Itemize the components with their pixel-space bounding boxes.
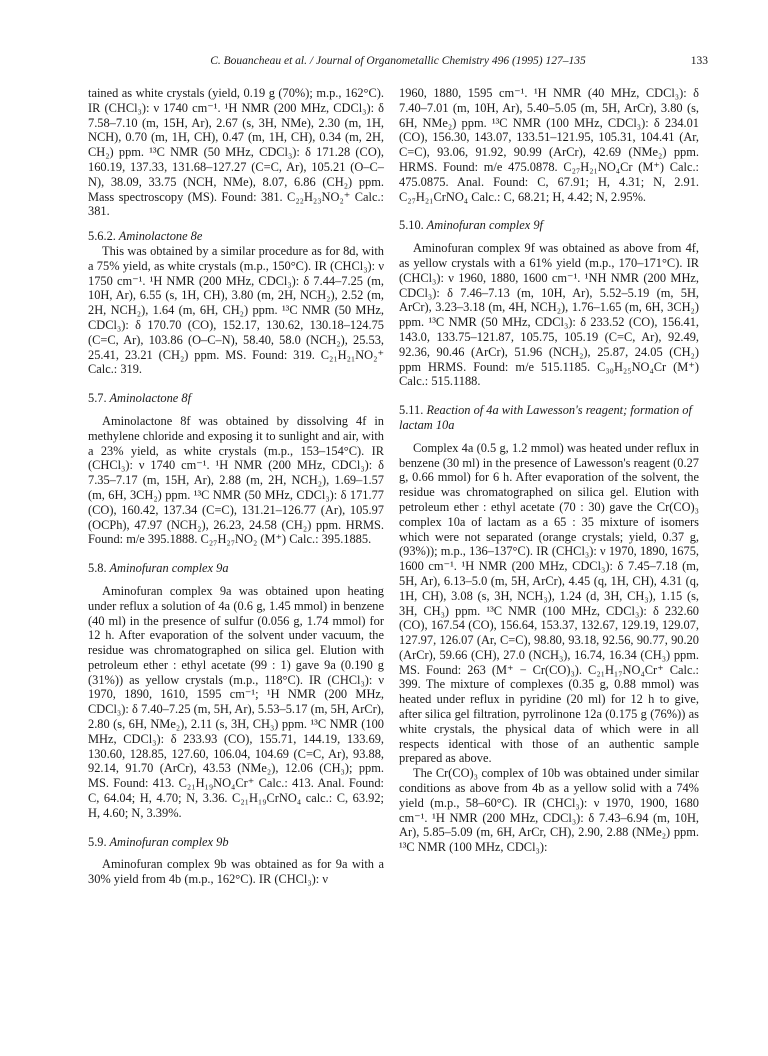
paragraph-8f: Aminolactone 8f was obtained by dissolving 4f in methylene chloride and exposing it to sunlight and air, with a 23% yield, as white crystals (m.p., 153–154°C). IR (CHCl₃): ν 1740 cm⁻¹. ¹H NMR (200 MHz, CDCl₃): δ 7.35–7.17 (m, 15H, Ar), 2.88 (m, 2H, NCH₂), 1.69–1.57 (m, 6H, 3CH₂) ppm. ¹³C NMR (50 MHz, CDCl₃): δ 171.77 (CO), 160.42, 137.34 (C=C), 131.21–126.77 (Ar), 105.97 (OCPh), 47.97 (NCH₂), 26.23, 24.58 (CH₂) ppm. HRMS. Found: m/e 395.1888. C₂₇H₂₇NO₂ (M⁺) Calc.: 395.1885. [88,413,384,547]
section-number: 5.6.2. [88,229,116,244]
left-column [88,86,384,887]
section-number: 5.9. [88,834,107,849]
section-number: 5.8. [88,561,107,576]
section-title: Aminofuran complex 9f [426,218,543,233]
section-heading-5-10 [399,218,699,233]
paragraph-9b-data: 1960, 1880, 1595 cm⁻¹. ¹H NMR (40 MHz, CDCl₃): δ 7.40–7.01 (m, 10H, Ar), 5.40–5.05 (m, 5H, ArCr), 3.80 (s, 6H, NMe₂) ppm. ¹³C NMR (100 MHz, CDCl₃): δ 234.01 (CO), 156.30, 143.07, 133.51–121.95, 105.31, 104.41 (Ar, C=C), 93.06, 91.92, 90.99 (ArCr), 42.69 (NMe₂) ppm. HRMS. Found: m/e 475.0878. C₂₇H₂₁NO₄Cr (M⁺) Calc.: 475.0875. Anal. Found: C, 67.91; H, 4.31; N, 2.91. C₂₇H₂₁CrNO₄ Calc.: C, 68.21; H, 4.42; N, 2.95%. [399,86,699,204]
paragraph-9f: Aminofuran complex 9f was obtained as above from 4f, as yellow crystals with a 61% yield (m.p., 170–171°C). IR (CHCl₃): ν 1960, 1880, 1600 cm⁻¹. ¹NH NMR (200 MHz, CDCl₃): δ 7.46–7.13 (m, 10H, Ar), 5.52–5.19 (m, 5H, ArCr), 3.23–3.18 (m, 4H, NCH₂), 1.76–1.65 (m, 6H, 3CH₂) ppm. ¹³C NMR (50 MHz, CDCl₃): δ 233.52 (CO), 156.41, 143.0, 133.75–121.87, 105.75, 105.19 (C=C, Ar), 92.49, 92.36, 90.46 (ArCr), 51.96 (NCH₂), 25.87, 24.05 (CH₂) ppm HRMS. Found: m/e 515.1185. C₃₀H₂₅NO₄Cr (M⁺) Calc.: 515.1188. [399,241,699,389]
paragraph-9b: Aminofuran complex 9b was obtained as for 9a with a 30% yield from 4b (m.p., 162°C). IR (CHCl₃): ν [88,857,384,887]
section-title: Aminofuran complex 9b [109,834,229,849]
paragraph-8e: This was obtained by a similar procedure as for 8d, with a 75% yield, as white crystals (m.p., 150°C). IR (CHCl₃): ν 1750 cm⁻¹. ¹H NMR (200 MHz, CDCl₃): δ 7.44–7.25 (m, 10H, Ar), 6.55 (s, 1H, CH), 3.80 (m, 2H, NCH₂), 2.52 (m, 2H, NCH₂), 1.64 (m, 6H, CH₂) ppm. ¹³C NMR (50 MHz, CDCl₃): δ 170.70 (CO), 152.17, 130.62, 130.18–124.75 (C=C, Ar), 103.86 (O–C–N), 58.40, 58.0 (NCH₂), 25.53, 25.41, 23.21 (CH₂) ppm. MS. Found: 319. C₂₁H₂₁NO₂⁺ Calc.: 319. [88,243,384,377]
paragraph-10a: Complex 4a (0.5 g, 1.2 mmol) was heated under reflux in benzene (30 ml) in the presence of Lawesson's reagent (0.27 g, 0.66 mmol) for 6 h. After evaporation of the solvent, the residue was chromatographed on silica gel. Elution with petroleum ether : ethyl acetate (70 : 30) gave the Cr(CO)₃ complex 10a of lactam as a 65 : 35 mixture of isomers which were not separated (orange crystals; yield, 0.37 g, (93%)); m.p., 136–137°C). IR (CHCl₃): ν 1970, 1890, 1675, 1600 cm⁻¹. ¹H NMR (200 MHz, CDCl₃): δ 7.45–7.18 (m, 5H, Ar), 6.13–5.0 (m, 5H, ArCr), 4.45 (q, 1H, CH), 4.31 (q, 1H, CH), 3.08 (s, 3H, NCH₃), 1.24 (d, 3H, CH₃), 1.15 (s, 3H, CH₃) ppm. ¹³C NMR (100 MHz, CDCl₃): δ 232.60 (CO), 167.54 (CO), 156.64, 153.37, 132.67, 129.19, 129.07, 127.97, 126.07 (Ar, C=C), 98.80, 93.18, 92.56, 90.77, 90.20 (ArCr), 59.66 (CH), 27.0 (NCH₃), 16.74, 16.34 (CH₃) ppm. MS. Found: 263 (M⁺ − Cr(CO)₃). C₂₁H₁₇NO₄Cr⁺ Calc.: 399. The mixture of complexes (0.35 g, 0.88 mmol) was heated under reflux in pyridine (20 ml) for 12 h to give, after silica gel filtration, pyrrolinone 12a (0.175 g (76%)) as white crystals, the physical data of which were in all respects identical with those of an authentic sample prepared as above. [399,440,699,766]
section-number: 5.10. [399,218,424,233]
paragraph-9a: Aminofuran complex 9a was obtained upon heating under reflux a solution of 4a (0.6 g, 1.45 mmol) in benzene (40 ml) in the presence of sulfur (0.056 g, 1.74 mmol) for 12 h. After evaporation of the solvent under vacuum, the residue was chromatographed on silica gel. Elution with petroleum ether : ethyl acetate (99 : 1) gave 9a (0.190 g (31%)) as yellow crystals (m.p., 118°C). IR (CHCl₃): ν 1970, 1890, 1610, 1595 cm⁻¹; ¹H NMR (200 MHz, CDCl₃): δ 7.40–7.25 (m, 5H, Ar), 5.53–5.17 (m, 5H, ArCr), 2.80 (s, 6H, NMe₂), 2.11 (s, 3H, CH₃) ppm. ¹³C NMR (100 MHz, CDCl₃): δ 233.93 (CO), 155.71, 144.19, 133.69, 130.60, 128.85, 127.60, 106.04, 104.69 (C=C, Ar), 93.88, 92.14, 91.70 (ArCr), 43.53 (NMe₂), 12.06 (CH₃); ppm. MS. Found: 413. C₂₁H₁₉NO₄Cr⁺ Calc.: 413. Anal. Found: C, 64.04; H, 4.70; N, 3.36. C₂₁H₁₉CrNO₄ calc.: C, 63.92; H, 4.60; N, 3.39%. [88,583,384,820]
page-number: 133 [690,55,708,67]
section-heading-5-9 [88,835,384,850]
section-heading-5-11 [399,403,699,433]
section-title: Aminofuran complex 9a [109,561,229,576]
section-title: Aminolactone 8e [118,229,203,244]
section-heading-5-8 [88,561,384,576]
paragraph-10b: The Cr(CO)₃ complex of 10b was obtained under similar conditions as above from 4b as a yellow solid with a 74% yield (m.p., 58–60°C). IR (CHCl₃): ν 1970, 1900, 1680 cm⁻¹. ¹H NMR (200 MHz, CDCl₃): δ 7.43–6.94 (m, 10H, Ar), 5.85–5.09 (m, 6H, ArCr, CH), 2.90, 2.88 (NMe₂) ppm. ¹³C NMR (100 MHz, CDCl₃): [399,766,699,855]
running-header [88,55,708,73]
section-title: Reaction of 4a with Lawesson's reagent; formation of lactam 10a [399,403,692,432]
paragraph-8d-data: tained as white crystals (yield, 0.19 g (70%); m.p., 162°C). IR (CHCl₃): ν 1740 cm⁻¹. ¹H NMR (200 MHz, CDCl₃): δ 7.58–7.10 (m, 15H, Ar), 2.67 (s, 3H, NMe), 2.30 (m, 1H, NCH), 0.70 (m, 1H, CH), 0.47 (m, 1H, CH), 0.34 (m, 2H, CH₂) ppm. ¹³C NMR (50 MHz, CDCl₃): δ 171.28 (CO), 160.19, 137.33, 131.68–127.27 (C=C, Ar), 105.21 (O–C–N), 38.09, 33.75 (NCH, NMe), 8.07, 6.86 (CH₂) ppm. Mass spectroscopy (MS). Found: 381. C₂₂H₂₃NO₂⁺ Calc.: 381. [88,86,384,219]
running-title: C. Bouancheau et al. / Journal of Organometallic Chemistry 496 (1995) 127–135 [210,55,586,67]
right-column [399,86,699,855]
section-heading-5-6-2 [88,229,384,244]
section-title: Aminolactone 8f [109,391,192,406]
section-number: 5.11. [399,403,424,418]
section-heading-5-7 [88,391,384,406]
section-number: 5.7. [88,391,107,406]
